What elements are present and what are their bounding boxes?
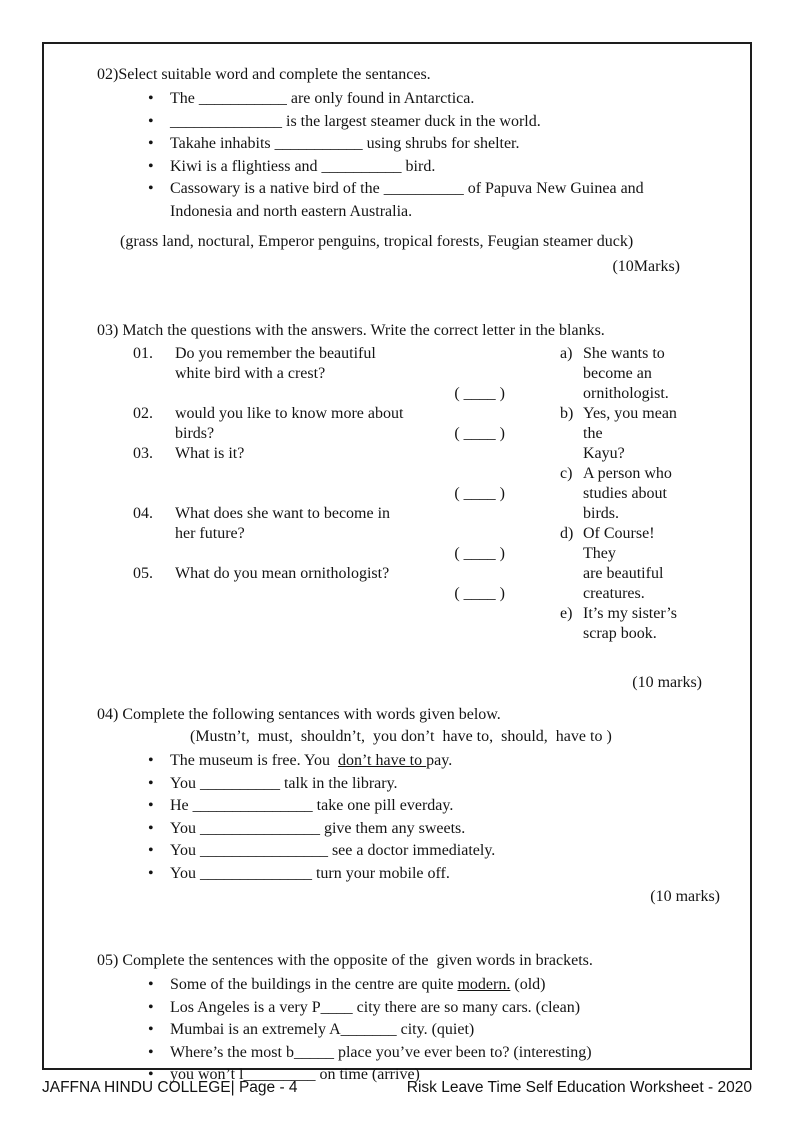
q03-question-5 [133,564,545,584]
q02-sentence-4: Kiwi is a flightiess and __________ bird. [170,157,436,175]
bullet-marker: • [148,774,154,792]
q03-answer-text [583,344,680,404]
footer-worksheet-title: Risk Leave Time Self Education Worksheet - 2020 [406,1079,752,1096]
q04-marks: (10 marks) [650,888,720,905]
list-item [148,156,680,179]
q03-title: 03) Match the questions with the answers. Write the correct letter in the blanks. [97,322,605,339]
bullet-marker: • [148,864,154,882]
text-line: white bird with a crest? [175,365,326,382]
text-line: her future? [175,525,245,542]
list-item [148,111,680,134]
q04-sentence-2: You __________ talk in the library. [170,774,398,792]
list-item [148,974,680,997]
question-02 [97,64,680,278]
q03-question-text [175,504,545,544]
text-line: A person who [583,465,672,482]
q02-sentence-5: Cassowary is a native bird of the __________ of Papuva New Guinea and [170,180,644,197]
q03-answer-letter: a) [560,345,573,362]
q05-sentence-1 [170,974,680,997]
q03-question-text [175,564,545,584]
q03-question-text [175,344,545,384]
bullet-marker: • [148,797,154,814]
text-line: Kayu? [583,445,625,462]
text-line: studies about [583,485,667,502]
q02-marks: (10Marks) [612,258,680,275]
list-item [148,795,680,818]
q03-answer-text [583,524,680,604]
page-border [42,42,752,1083]
bullet-marker: • [148,135,154,152]
q03-question-text [175,444,545,464]
q05-sentence-2: Los Angeles is a very P____ city there are so many cars. (clean) [170,998,581,1016]
q04-bullet-list [148,750,680,885]
text-line: Of Course! They [583,525,659,562]
q03-answer-text [583,604,680,644]
q03-answer-blank-2: ( ____ ) [454,425,505,442]
q03-question-4 [133,504,545,544]
text-line: What is it? [175,445,245,462]
text-fragment: (old) [510,976,546,993]
text-fragment: The museum is free. You [170,752,338,769]
q03-question-number: 01. [133,345,153,362]
text-line: She wants to [583,345,665,362]
q03-answer-text [583,464,680,524]
q03-question-2 [133,404,545,444]
q03-question-text [175,404,545,444]
list-item [148,133,680,156]
question-05 [97,950,680,1087]
footer-college-page: JAFFNA HINDU COLLEGE| Page - 4 [42,1079,298,1096]
bullet-marker: • [148,180,154,197]
text-line: would you like to know more about [175,405,404,422]
list-item [148,88,680,111]
q05-title: 05) Complete the sentences with the opposite of the given words in brackets. [97,952,593,969]
q02-sentence-5-continuation: Indonesia and north eastern Australia. [170,202,413,220]
list-item [148,1042,680,1065]
text-line: Yes, you mean the [583,405,681,442]
q03-answer-letter: c) [560,465,573,482]
text-line: creatures. [583,585,645,602]
q03-question-number: 04. [133,505,153,522]
q03-answer-d [560,524,680,604]
text-line: Do you remember the beautiful [175,345,376,362]
q03-question-1 [133,344,545,384]
list-item [148,750,680,773]
bullet-marker: • [148,819,154,837]
q04-sentence-6: You ______________ turn your mobile off. [170,864,450,882]
underlined-answer: don’t have to [337,752,427,769]
q03-answer-text [583,404,680,464]
text-line: become an [583,365,652,382]
q04-sentence-4: You _______________ give them any sweets. [170,819,466,837]
q03-answer-letter: b) [560,405,574,422]
q03-question-3 [133,444,545,464]
text-line: scrap book. [583,625,657,642]
q02-bullet-list [148,88,680,223]
q03-answer-letter: d) [560,525,574,542]
q03-marks: (10 marks) [632,674,702,691]
text-line: It’s my sister’s [583,605,677,622]
q03-question-number: 03. [133,445,153,462]
list-item [148,1019,680,1042]
q02-word-bank: (grass land, noctural, Emperor penguins, tropical forests, Feugian steamer duck) [120,233,634,250]
q03-answer-letter: e) [560,605,573,622]
q03-answer-blank-4: ( ____ ) [454,545,505,562]
bullet-marker: • [148,842,154,859]
bullet-marker: • [148,1066,154,1083]
q03-answer-b [560,404,680,464]
q02-title: 02)Select suitable word and complete the sentances. [97,66,431,83]
q02-sentence-1: The ___________ are only found in Antarctica. [170,90,475,107]
bullet-marker: • [148,998,154,1016]
q03-match-grid [97,344,680,644]
q04-sentence-1 [170,750,680,773]
text-fragment: Some of the buildings in the centre are quite [170,976,458,993]
q02-sentence-2: ______________ is the largest steamer duck in the world. [170,112,541,130]
q05-sentence-4: Where’s the most b_____ place you’ve ever been to? (interesting) [170,1043,592,1061]
q03-answer-a [560,344,680,404]
q03-answer-e [560,604,680,644]
text-line: birds. [583,505,619,522]
q05-bullet-list [148,974,680,1087]
q03-questions-column [133,344,545,644]
q03-answer-blank-5: ( ____ ) [454,585,505,602]
text-line: What does she want to become in [175,505,391,522]
q03-answer-c [560,464,680,524]
q03-question-number: 05. [133,565,153,582]
bullet-marker: • [148,112,154,130]
page-footer [42,1078,752,1098]
bullet-marker: • [148,157,154,175]
bullet-marker: • [148,752,154,769]
text-line: What do you mean ornithologist? [175,565,390,582]
q04-sentence-5: You ________________ see a doctor immediately. [170,842,496,859]
q04-sentence-3: He _______________ take one pill everday. [170,797,454,814]
list-item [148,178,680,201]
q03-answer-blank-1: ( ____ ) [454,385,505,402]
bullet-marker: • [148,1043,154,1061]
list-item [148,863,680,886]
question-04 [97,704,720,908]
q05-sentence-5: you won’t l_________ on time (arrive) [170,1066,420,1083]
q04-word-bank: (Mustn’t, must, shouldn’t, you don’t have to, should, have to ) [190,728,612,745]
q03-answers-column [560,344,680,644]
q04-title: 04) Complete the following sentances with words given below. [97,706,501,723]
text-fragment: pay. [426,752,453,769]
list-item [148,773,680,796]
q05-sentence-3: Mumbai is an extremely A_______ city. (quiet) [170,1021,475,1038]
q02-sentence-3: Takahe inhabits ___________ using shrubs for shelter. [170,135,520,152]
list-item [148,840,680,863]
bullet-marker: • [148,976,154,993]
list-item [148,997,680,1020]
bullet-marker: • [148,1021,154,1038]
list-item [148,818,680,841]
text-line: are beautiful [583,565,664,582]
question-03 [97,320,702,694]
q03-answer-blank-3: ( ____ ) [454,485,505,502]
text-fragment: birds? [175,425,215,442]
bullet-marker: • [148,90,154,107]
text-line: ornithologist. [583,385,669,402]
q03-question-number: 02. [133,405,153,422]
text-line [175,424,545,444]
underlined-answer: modern. [457,976,511,993]
